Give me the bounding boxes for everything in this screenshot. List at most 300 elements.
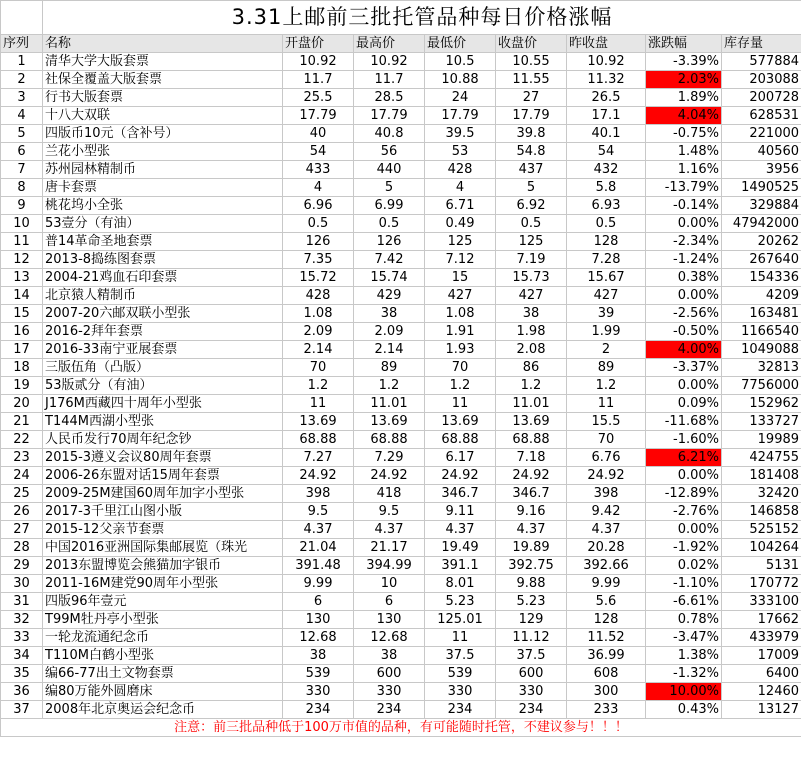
cell-change: 0.78% — [646, 611, 722, 629]
cell-idx: 20 — [1, 395, 43, 413]
cell-idx: 3 — [1, 89, 43, 107]
cell-idx: 9 — [1, 197, 43, 215]
cell-prev-close: 300 — [567, 683, 646, 701]
cell-change: -3.39% — [646, 53, 722, 71]
cell-prev-close: 9.42 — [567, 503, 646, 521]
cell-change: 0.00% — [646, 287, 722, 305]
cell-name: 2015-12父亲节套票 — [43, 521, 283, 539]
cell-prev-close: 128 — [567, 233, 646, 251]
cell-stock: 221000 — [722, 125, 801, 143]
table-row — [1, 431, 801, 449]
table-row — [1, 359, 801, 377]
cell-prev-close: 11 — [567, 395, 646, 413]
cell-high: 15.74 — [354, 269, 425, 287]
cell-name: J176M西藏四十周年小型张 — [43, 395, 283, 413]
table-row — [1, 341, 801, 359]
table-row — [1, 89, 801, 107]
cell-stock: 203088 — [722, 71, 801, 89]
title-blank-cell — [1, 1, 43, 35]
cell-close: 5.23 — [496, 593, 567, 611]
cell-low: 37.5 — [425, 647, 496, 665]
cell-prev-close: 2 — [567, 341, 646, 359]
cell-name: 人民币发行70周年纪念钞 — [43, 431, 283, 449]
cell-change: 0.00% — [646, 215, 722, 233]
table-row — [1, 377, 801, 395]
header-prev-close: 昨收盘 — [567, 35, 646, 53]
cell-close: 9.16 — [496, 503, 567, 521]
cell-stock: 200728 — [722, 89, 801, 107]
cell-stock: 20262 — [722, 233, 801, 251]
cell-idx: 36 — [1, 683, 43, 701]
cell-idx: 23 — [1, 449, 43, 467]
cell-name: 2016-33南宁亚展套票 — [43, 341, 283, 359]
cell-name: 53壹分（有油） — [43, 215, 283, 233]
cell-open: 391.48 — [283, 557, 354, 575]
cell-name: 一轮龙流通纪念币 — [43, 629, 283, 647]
table-title: 3.31上邮前三批托管品种每日价格涨幅 — [43, 1, 801, 35]
cell-open: 6.96 — [283, 197, 354, 215]
cell-idx: 21 — [1, 413, 43, 431]
cell-prev-close: 1.99 — [567, 323, 646, 341]
cell-stock: 133727 — [722, 413, 801, 431]
cell-stock: 146858 — [722, 503, 801, 521]
cell-name: T99M牡丹亭小型张 — [43, 611, 283, 629]
cell-idx: 22 — [1, 431, 43, 449]
cell-name: 苏州园林精制币 — [43, 161, 283, 179]
cell-low: 428 — [425, 161, 496, 179]
cell-high: 24.92 — [354, 467, 425, 485]
cell-stock: 433979 — [722, 629, 801, 647]
cell-idx: 29 — [1, 557, 43, 575]
cell-close: 346.7 — [496, 485, 567, 503]
cell-change: -2.76% — [646, 503, 722, 521]
cell-prev-close: 24.92 — [567, 467, 646, 485]
cell-idx: 17 — [1, 341, 43, 359]
cell-prev-close: 427 — [567, 287, 646, 305]
cell-close: 125 — [496, 233, 567, 251]
table-row — [1, 503, 801, 521]
table-row — [1, 287, 801, 305]
cell-stock: 104264 — [722, 539, 801, 557]
cell-low: 11 — [425, 395, 496, 413]
cell-idx: 28 — [1, 539, 43, 557]
cell-low: 4 — [425, 179, 496, 197]
cell-stock: 267640 — [722, 251, 801, 269]
cell-open: 7.27 — [283, 449, 354, 467]
cell-idx: 34 — [1, 647, 43, 665]
cell-stock: 181408 — [722, 467, 801, 485]
cell-idx: 16 — [1, 323, 43, 341]
cell-low: 330 — [425, 683, 496, 701]
cell-stock: 13127 — [722, 701, 801, 719]
cell-change: -2.34% — [646, 233, 722, 251]
cell-change: 1.89% — [646, 89, 722, 107]
cell-high: 1.2 — [354, 377, 425, 395]
cell-idx: 35 — [1, 665, 43, 683]
cell-prev-close: 5.8 — [567, 179, 646, 197]
cell-name: 2016-2拜年套票 — [43, 323, 283, 341]
cell-close: 129 — [496, 611, 567, 629]
cell-low: 1.08 — [425, 305, 496, 323]
cell-idx: 1 — [1, 53, 43, 71]
cell-prev-close: 432 — [567, 161, 646, 179]
cell-name: 2008年北京奥运会纪念币 — [43, 701, 283, 719]
cell-change: -11.68% — [646, 413, 722, 431]
cell-change: 0.38% — [646, 269, 722, 287]
cell-low: 346.7 — [425, 485, 496, 503]
cell-stock: 329884 — [722, 197, 801, 215]
cell-close: 39.8 — [496, 125, 567, 143]
cell-change: -0.75% — [646, 125, 722, 143]
cell-high: 17.79 — [354, 107, 425, 125]
cell-close: 11.12 — [496, 629, 567, 647]
cell-change: -1.10% — [646, 575, 722, 593]
cell-low: 11 — [425, 629, 496, 647]
cell-prev-close: 233 — [567, 701, 646, 719]
cell-low: 8.01 — [425, 575, 496, 593]
cell-close: 68.88 — [496, 431, 567, 449]
cell-high: 5 — [354, 179, 425, 197]
cell-high: 2.09 — [354, 323, 425, 341]
cell-open: 126 — [283, 233, 354, 251]
cell-name: 编80万能外圆磨床 — [43, 683, 283, 701]
cell-high: 10 — [354, 575, 425, 593]
cell-stock: 154336 — [722, 269, 801, 287]
cell-idx: 14 — [1, 287, 43, 305]
cell-idx: 5 — [1, 125, 43, 143]
cell-prev-close: 15.5 — [567, 413, 646, 431]
cell-low: 4.37 — [425, 521, 496, 539]
cell-change: 1.38% — [646, 647, 722, 665]
cell-high: 600 — [354, 665, 425, 683]
table-row — [1, 557, 801, 575]
cell-low: 391.1 — [425, 557, 496, 575]
cell-idx: 30 — [1, 575, 43, 593]
cell-prev-close: 128 — [567, 611, 646, 629]
cell-name: 唐卡套票 — [43, 179, 283, 197]
table-row — [1, 53, 801, 71]
cell-open: 24.92 — [283, 467, 354, 485]
header-row — [1, 35, 801, 53]
cell-close: 9.88 — [496, 575, 567, 593]
cell-close: 1.2 — [496, 377, 567, 395]
cell-close: 600 — [496, 665, 567, 683]
cell-change: 6.21% — [646, 449, 722, 467]
cell-change: 0.00% — [646, 521, 722, 539]
cell-open: 7.35 — [283, 251, 354, 269]
cell-low: 10.5 — [425, 53, 496, 71]
cell-prev-close: 6.76 — [567, 449, 646, 467]
cell-open: 11 — [283, 395, 354, 413]
cell-change: -2.56% — [646, 305, 722, 323]
cell-close: 24.92 — [496, 467, 567, 485]
cell-idx: 32 — [1, 611, 43, 629]
cell-change: -1.24% — [646, 251, 722, 269]
cell-open: 9.5 — [283, 503, 354, 521]
cell-idx: 25 — [1, 485, 43, 503]
header-low: 最低价 — [425, 35, 496, 53]
cell-change: -12.89% — [646, 485, 722, 503]
table-row — [1, 611, 801, 629]
cell-close: 13.69 — [496, 413, 567, 431]
cell-low: 539 — [425, 665, 496, 683]
cell-stock: 40560 — [722, 143, 801, 161]
cell-high: 28.5 — [354, 89, 425, 107]
cell-prev-close: 1.2 — [567, 377, 646, 395]
cell-open: 6 — [283, 593, 354, 611]
cell-open: 40 — [283, 125, 354, 143]
cell-high: 10.92 — [354, 53, 425, 71]
cell-high: 38 — [354, 647, 425, 665]
cell-open: 15.72 — [283, 269, 354, 287]
cell-close: 5 — [496, 179, 567, 197]
cell-name: 三版伍角（凸版） — [43, 359, 283, 377]
cell-prev-close: 11.52 — [567, 629, 646, 647]
cell-stock: 7756000 — [722, 377, 801, 395]
cell-low: 1.91 — [425, 323, 496, 341]
cell-low: 70 — [425, 359, 496, 377]
header-high: 最高价 — [354, 35, 425, 53]
cell-change: 4.04% — [646, 107, 722, 125]
cell-stock: 333100 — [722, 593, 801, 611]
cell-open: 1.08 — [283, 305, 354, 323]
header-close: 收盘价 — [496, 35, 567, 53]
cell-change: -0.50% — [646, 323, 722, 341]
cell-change: -13.79% — [646, 179, 722, 197]
cell-idx: 11 — [1, 233, 43, 251]
cell-high: 0.5 — [354, 215, 425, 233]
cell-open: 433 — [283, 161, 354, 179]
cell-stock: 152962 — [722, 395, 801, 413]
cell-close: 0.5 — [496, 215, 567, 233]
header-stock: 库存量 — [722, 35, 801, 53]
cell-prev-close: 7.28 — [567, 251, 646, 269]
cell-name: 2006-26东盟对话15周年套票 — [43, 467, 283, 485]
cell-stock: 1166540 — [722, 323, 801, 341]
cell-idx: 6 — [1, 143, 43, 161]
cell-prev-close: 70 — [567, 431, 646, 449]
cell-name: 兰花小型张 — [43, 143, 283, 161]
cell-close: 10.55 — [496, 53, 567, 71]
cell-name: 2004-21鸡血石印套票 — [43, 269, 283, 287]
cell-open: 0.5 — [283, 215, 354, 233]
cell-close: 437 — [496, 161, 567, 179]
cell-low: 39.5 — [425, 125, 496, 143]
cell-change: 0.09% — [646, 395, 722, 413]
cell-stock: 5131 — [722, 557, 801, 575]
cell-high: 7.42 — [354, 251, 425, 269]
cell-idx: 4 — [1, 107, 43, 125]
cell-high: 126 — [354, 233, 425, 251]
cell-stock: 17009 — [722, 647, 801, 665]
cell-close: 427 — [496, 287, 567, 305]
cell-prev-close: 5.6 — [567, 593, 646, 611]
cell-open: 4.37 — [283, 521, 354, 539]
cell-low: 125 — [425, 233, 496, 251]
cell-change: 1.48% — [646, 143, 722, 161]
table-row — [1, 449, 801, 467]
cell-idx: 19 — [1, 377, 43, 395]
cell-open: 38 — [283, 647, 354, 665]
cell-idx: 24 — [1, 467, 43, 485]
cell-name: 2017-3千里江山图小版 — [43, 503, 283, 521]
cell-high: 13.69 — [354, 413, 425, 431]
cell-open: 54 — [283, 143, 354, 161]
cell-stock: 1049088 — [722, 341, 801, 359]
cell-change: 0.00% — [646, 377, 722, 395]
cell-low: 1.93 — [425, 341, 496, 359]
cell-close: 19.89 — [496, 539, 567, 557]
table-row — [1, 539, 801, 557]
cell-high: 38 — [354, 305, 425, 323]
cell-low: 10.88 — [425, 71, 496, 89]
cell-name: 十八大双联 — [43, 107, 283, 125]
cell-high: 234 — [354, 701, 425, 719]
cell-high: 7.29 — [354, 449, 425, 467]
table-row — [1, 683, 801, 701]
cell-open: 4 — [283, 179, 354, 197]
cell-close: 15.73 — [496, 269, 567, 287]
cell-prev-close: 11.32 — [567, 71, 646, 89]
cell-stock: 424755 — [722, 449, 801, 467]
cell-low: 13.69 — [425, 413, 496, 431]
cell-change: 2.03% — [646, 71, 722, 89]
table-row — [1, 233, 801, 251]
header-change: 涨跌幅 — [646, 35, 722, 53]
cell-high: 11.7 — [354, 71, 425, 89]
cell-name: 四版币10元（含补号） — [43, 125, 283, 143]
cell-prev-close: 608 — [567, 665, 646, 683]
table-row — [1, 521, 801, 539]
cell-change: -3.47% — [646, 629, 722, 647]
cell-stock: 163481 — [722, 305, 801, 323]
cell-open: 25.5 — [283, 89, 354, 107]
cell-low: 19.49 — [425, 539, 496, 557]
title-row — [1, 1, 801, 35]
table-row — [1, 701, 801, 719]
cell-low: 125.01 — [425, 611, 496, 629]
cell-open: 13.69 — [283, 413, 354, 431]
cell-open: 428 — [283, 287, 354, 305]
cell-change: 10.00% — [646, 683, 722, 701]
cell-stock: 170772 — [722, 575, 801, 593]
cell-prev-close: 20.28 — [567, 539, 646, 557]
cell-prev-close: 6.93 — [567, 197, 646, 215]
cell-open: 21.04 — [283, 539, 354, 557]
table-row — [1, 629, 801, 647]
cell-idx: 8 — [1, 179, 43, 197]
header-name: 名称 — [43, 35, 283, 53]
cell-prev-close: 392.66 — [567, 557, 646, 575]
cell-close: 38 — [496, 305, 567, 323]
cell-high: 40.8 — [354, 125, 425, 143]
table-row — [1, 179, 801, 197]
cell-low: 0.49 — [425, 215, 496, 233]
cell-close: 11.01 — [496, 395, 567, 413]
cell-high: 6 — [354, 593, 425, 611]
cell-prev-close: 10.92 — [567, 53, 646, 71]
cell-stock: 1490525 — [722, 179, 801, 197]
cell-low: 1.2 — [425, 377, 496, 395]
cell-close: 54.8 — [496, 143, 567, 161]
cell-change: -6.61% — [646, 593, 722, 611]
cell-prev-close: 9.99 — [567, 575, 646, 593]
table-row — [1, 215, 801, 233]
cell-high: 418 — [354, 485, 425, 503]
cell-open: 17.79 — [283, 107, 354, 125]
cell-open: 234 — [283, 701, 354, 719]
cell-high: 12.68 — [354, 629, 425, 647]
cell-stock: 32813 — [722, 359, 801, 377]
cell-high: 2.14 — [354, 341, 425, 359]
cell-open: 330 — [283, 683, 354, 701]
cell-low: 17.79 — [425, 107, 496, 125]
cell-high: 429 — [354, 287, 425, 305]
cell-close: 392.75 — [496, 557, 567, 575]
table-row — [1, 323, 801, 341]
cell-high: 330 — [354, 683, 425, 701]
cell-stock: 17662 — [722, 611, 801, 629]
cell-prev-close: 26.5 — [567, 89, 646, 107]
cell-close: 11.55 — [496, 71, 567, 89]
cell-prev-close: 17.1 — [567, 107, 646, 125]
cell-stock: 47942000 — [722, 215, 801, 233]
cell-change: -1.92% — [646, 539, 722, 557]
cell-open: 2.09 — [283, 323, 354, 341]
cell-high: 440 — [354, 161, 425, 179]
cell-prev-close: 4.37 — [567, 521, 646, 539]
table-row — [1, 125, 801, 143]
cell-idx: 2 — [1, 71, 43, 89]
cell-change: -1.32% — [646, 665, 722, 683]
cell-close: 7.19 — [496, 251, 567, 269]
table-row — [1, 467, 801, 485]
cell-open: 11.7 — [283, 71, 354, 89]
table-row — [1, 647, 801, 665]
cell-high: 394.99 — [354, 557, 425, 575]
cell-low: 6.17 — [425, 449, 496, 467]
cell-idx: 27 — [1, 521, 43, 539]
cell-open: 9.99 — [283, 575, 354, 593]
cell-low: 24.92 — [425, 467, 496, 485]
cell-low: 7.12 — [425, 251, 496, 269]
cell-open: 2.14 — [283, 341, 354, 359]
cell-open: 70 — [283, 359, 354, 377]
cell-stock: 6400 — [722, 665, 801, 683]
cell-name: 2013东盟博览会熊猫加字银币 — [43, 557, 283, 575]
cell-name: 四版96年壹元 — [43, 593, 283, 611]
cell-open: 1.2 — [283, 377, 354, 395]
cell-prev-close: 15.67 — [567, 269, 646, 287]
table-row — [1, 665, 801, 683]
cell-idx: 13 — [1, 269, 43, 287]
cell-open: 68.88 — [283, 431, 354, 449]
cell-change: -3.37% — [646, 359, 722, 377]
cell-name: 编66-77出土文物套票 — [43, 665, 283, 683]
cell-name: 53版贰分（有油） — [43, 377, 283, 395]
table-row — [1, 251, 801, 269]
cell-change: 0.00% — [646, 467, 722, 485]
cell-close: 234 — [496, 701, 567, 719]
cell-low: 5.23 — [425, 593, 496, 611]
cell-high: 89 — [354, 359, 425, 377]
cell-stock: 628531 — [722, 107, 801, 125]
table-row — [1, 161, 801, 179]
cell-stock: 19989 — [722, 431, 801, 449]
cell-name: 2009-25M建国60周年加字小型张 — [43, 485, 283, 503]
cell-close: 1.98 — [496, 323, 567, 341]
cell-name: T144M西湖小型张 — [43, 413, 283, 431]
